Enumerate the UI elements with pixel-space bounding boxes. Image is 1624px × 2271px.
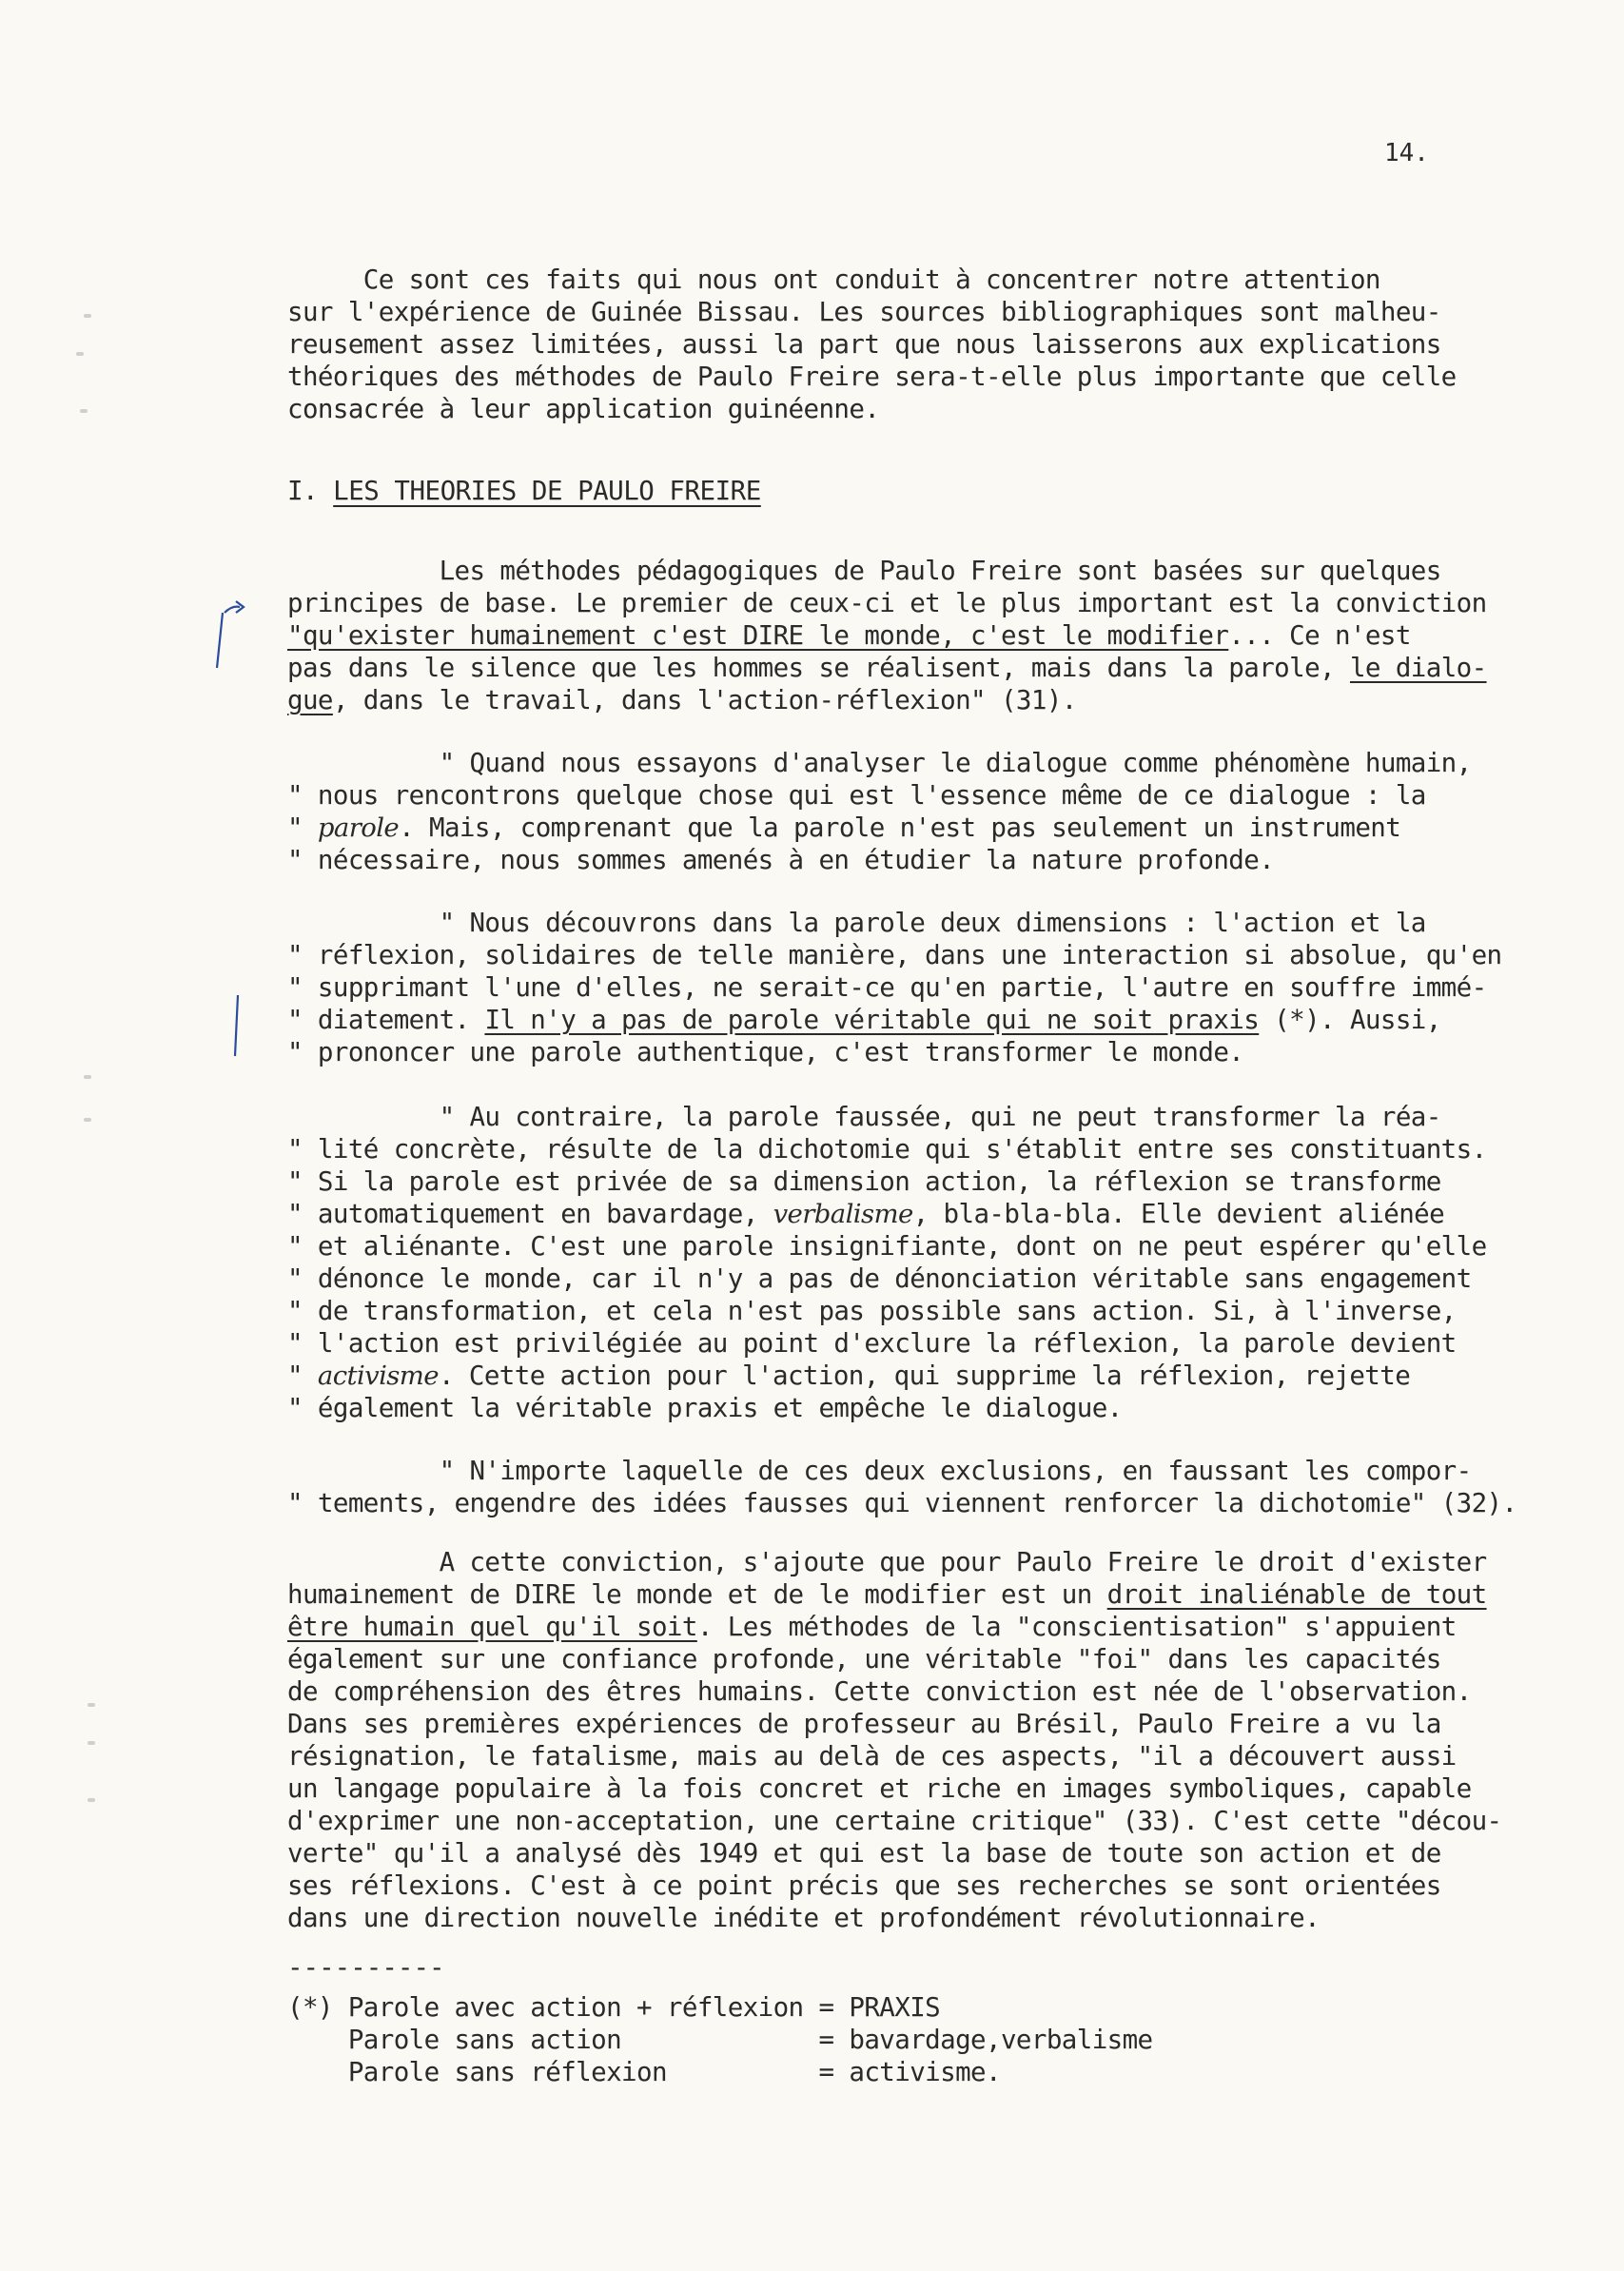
section-title: LES THEORIES DE PAULO FREIRE	[333, 476, 761, 506]
p2-line-12: dans une direction nouvelle inédite et profondément révolutionnaire.	[287, 1903, 1321, 1933]
p2-line-3-rest: . Les méthodes de la "conscientisation" s'appuient	[696, 1612, 1457, 1642]
section-number: I.	[287, 476, 334, 506]
page-number: 14.	[1384, 139, 1429, 167]
q1-line-3-rest: . Mais, comprenant que la parole n'est pas seulement un instrument	[399, 812, 1401, 843]
intro-line-5: consacrée à leur application guinéenne.	[287, 394, 880, 424]
margin-dot	[76, 352, 84, 356]
p1-line-5	[287, 685, 1077, 716]
margin-dot	[84, 1075, 91, 1079]
margin-dot	[88, 1798, 95, 1802]
p2-line-2-lead: humainement de DIRE le monde et de le modifier est un	[287, 1579, 1107, 1610]
q2-line-4-rest: (*). Aussi,	[1259, 1005, 1441, 1035]
p1-gue-underlined: gue	[287, 685, 333, 715]
p2-line-4: également sur une confiance profonde, une véritable "foi" dans les capacités	[287, 1644, 1441, 1674]
p1-line-5-rest: , dans le travail, dans l'action-réflexion" (31).	[332, 685, 1077, 715]
q2-line-2: " réflexion, solidaires de telle manière, dans une interaction si absolue, qu'en	[287, 940, 1502, 970]
p2-line-10: verte" qu'il a analysé dès 1949 et qui est la base de toute son action et de	[287, 1838, 1441, 1869]
intro-line-2: sur l'expérience de Guinée Bissau. Les sources bibliographiques sont malheu-	[287, 297, 1441, 327]
q2-praxis-underlined: Il n'y a pas de parole véritable qui ne soit praxis	[484, 1005, 1260, 1035]
intro-line-4: théoriques des méthodes de Paulo Freire sera-t-elle plus importante que celle	[287, 362, 1457, 392]
q3-line-3: " Si la parole est privée de sa dimension action, la réflexion se transforme	[287, 1166, 1441, 1197]
p1-quote-underlined: "qu'exister humainement c'est DIRE le monde, c'est le modifier	[287, 620, 1229, 651]
q3-line-2: " lité concrète, résulte de la dichotomie qui s'établit entre ses constituants.	[287, 1134, 1487, 1165]
p2-etre-underlined: être humain quel qu'il soit	[287, 1612, 697, 1642]
q3-line-1: " Au contraire, la parole faussée, qui ne peut transformer la réa-	[287, 1102, 1441, 1132]
p1-line-3-rest: ... Ce n'est	[1228, 620, 1411, 651]
p2-line-6: Dans ses premières expériences de professeur au Brésil, Paulo Freire a vu la	[287, 1709, 1441, 1739]
margin-pen-mark-icon	[211, 597, 259, 674]
q3-line-9-lead: "	[287, 1361, 318, 1391]
q3-line-4	[287, 1199, 1444, 1230]
margin-dot	[84, 314, 91, 318]
intro-line-3: reusement assez limitées, aussi la part que nous laisserons aux explications	[287, 329, 1441, 360]
p2-droit-underlined: droit inaliénable de tout	[1106, 1579, 1487, 1610]
handwritten-activisme: activisme	[317, 1361, 439, 1391]
margin-pen-line-icon	[228, 991, 247, 1060]
q3-line-4-rest: , bla-bla-bla. Elle devient aliénée	[912, 1199, 1445, 1229]
q2-line-3: " supprimant l'une d'elles, ne serait-ce qu'en partie, l'autre en souffre immé-	[287, 972, 1487, 1003]
intro-line-1: Ce sont ces faits qui nous ont conduit à concentrer notre attention	[287, 264, 1380, 295]
p1-line-2: principes de base. Le premier de ceux-ci et le plus important est la conviction	[287, 588, 1487, 618]
p2-line-1: A cette conviction, s'ajoute que pour Paulo Freire le droit d'exister	[287, 1547, 1487, 1577]
margin-dot	[80, 409, 88, 413]
handwritten-parole: parole	[317, 812, 400, 843]
p1-line-3	[287, 620, 1411, 652]
q3-line-10: " également la véritable praxis et empêche le dialogue.	[287, 1393, 1123, 1423]
margin-dot	[84, 1118, 91, 1122]
q2-line-5: " prononcer une parole authentique, c'est transformer le monde.	[287, 1037, 1244, 1067]
p1-line-4	[287, 653, 1487, 684]
q3-line-6: " dénonce le monde, car il n'y a pas de dénonciation véritable sans engagement	[287, 1263, 1472, 1294]
p1-line-1: Les méthodes pédagogiques de Paulo Freire sont basées sur quelques	[287, 556, 1441, 586]
p2-line-5: de compréhension des êtres humains. Cette conviction est née de l'observation.	[287, 1676, 1472, 1707]
footnote-line-2: Parole sans action = bavardage,verbalisme	[287, 2025, 1153, 2055]
q3-line-4-lead: " automatiquement en bavardage,	[287, 1199, 773, 1229]
q1-line-2: " nous rencontrons quelque chose qui est l'essence même de ce dialogue : la	[287, 780, 1426, 811]
margin-dot	[88, 1703, 95, 1707]
q1-line-1: " Quand nous essayons d'analyser le dialogue comme phénomène humain,	[287, 748, 1472, 778]
p2-line-2	[287, 1579, 1487, 1611]
q2-line-4-lead: " diatement.	[287, 1005, 485, 1035]
p2-line-7: résignation, le fatalisme, mais au delà de ces aspects, "il a découvert aussi	[287, 1741, 1457, 1772]
p2-line-3	[287, 1612, 1457, 1643]
margin-dot	[88, 1741, 95, 1745]
p2-line-9: d'exprimer une non-acceptation, une certaine critique" (33). C'est cette "décou-	[287, 1806, 1502, 1836]
q1-line-3-lead: "	[287, 812, 318, 843]
p1-dialogue-underlined: le dialo-	[1349, 653, 1487, 683]
q1-line-4: " nécessaire, nous sommes amenés à en étudier la nature profonde.	[287, 845, 1275, 875]
q1-line-3	[287, 812, 1400, 844]
p2-line-11: ses réflexions. C'est à ce point précis que ses recherches se sont orientées	[287, 1870, 1441, 1901]
q4-line-2: " tements, engendre des idées fausses qui viennent renforcer la dichotomie" (32).	[287, 1488, 1517, 1518]
q2-line-1: " Nous découvrons dans la parole deux dimensions : l'action et la	[287, 908, 1426, 938]
p2-line-8: un langage populaire à la fois concret et riche en images symboliques, capable	[287, 1773, 1472, 1804]
handwritten-verbalisme: verbalisme	[773, 1199, 913, 1229]
p1-line-4-text: pas dans le silence que les hommes se réalisent, mais dans la parole,	[287, 653, 1350, 683]
q3-line-5: " et aliénante. C'est une parole insignifiante, dont on ne peut espérer qu'elle	[287, 1231, 1487, 1262]
q3-line-9-rest: . Cette action pour l'action, qui supprime la réflexion, rejette	[438, 1361, 1411, 1391]
q3-line-9	[287, 1361, 1410, 1392]
footnote-separator: ----------	[287, 1952, 445, 1983]
q4-line-1: " N'importe laquelle de ces deux exclusions, en faussant les compor-	[287, 1456, 1472, 1486]
footnote-line-1: (*) Parole avec action + réflexion = PRAXIS	[287, 1992, 941, 2023]
q3-line-8: " l'action est privilégiée au point d'exclure la réflexion, la parole devient	[287, 1328, 1457, 1359]
section-heading	[287, 476, 761, 506]
q3-line-7: " de transformation, et cela n'est pas possible sans action. Si, à l'inverse,	[287, 1296, 1457, 1326]
footnote-line-3: Parole sans réflexion = activisme.	[287, 2057, 1001, 2087]
q2-line-4	[287, 1005, 1441, 1036]
